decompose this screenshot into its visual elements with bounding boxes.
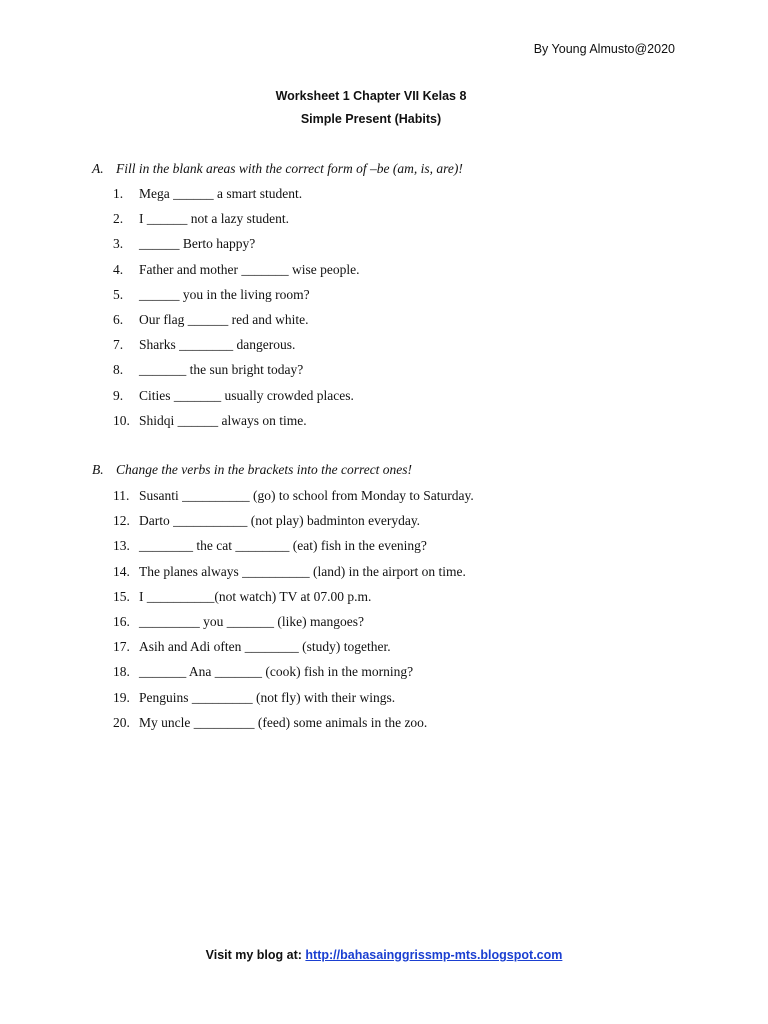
list-item <box>113 185 359 210</box>
list-item <box>113 663 474 688</box>
list-item <box>113 361 359 386</box>
item-number: 20. <box>113 714 130 730</box>
item-number: 8. <box>113 362 124 378</box>
section-a-list <box>113 185 359 437</box>
item-number: 2. <box>113 211 124 227</box>
list-item <box>113 311 359 336</box>
item-number: 3. <box>113 236 124 252</box>
list-item <box>113 487 474 512</box>
item-number: 16. <box>113 613 130 629</box>
blog-link[interactable]: http://bahasainggrissmp-mts.blogspot.com <box>305 948 563 962</box>
item-text: Asih and Adi often ________ (study) together. <box>139 639 391 655</box>
section-b-list <box>113 487 474 739</box>
item-text: ________ the cat ________ (eat) fish in the evening? <box>139 538 427 554</box>
item-number: 17. <box>113 639 130 655</box>
item-text: _______ Ana _______ (cook) fish in the morning? <box>139 664 414 680</box>
worksheet-title: Worksheet 1 Chapter VII Kelas 8 <box>275 89 467 103</box>
item-text: I ______ not a lazy student. <box>139 211 289 227</box>
list-item <box>113 537 474 562</box>
list-item <box>113 286 359 311</box>
footer-label: Visit my blog at: <box>205 948 306 962</box>
list-item <box>113 638 474 663</box>
list-item <box>113 714 474 739</box>
section-a-instruction: Fill in the blank areas with the correct form of –be (am, is, are)! <box>116 161 463 176</box>
list-item <box>113 336 359 361</box>
item-number: 13. <box>113 538 130 554</box>
item-number: 6. <box>113 311 124 327</box>
item-number: 19. <box>113 689 130 705</box>
item-text: ______ Berto happy? <box>139 236 256 252</box>
item-number: 5. <box>113 286 124 302</box>
list-item <box>113 412 359 437</box>
item-text: Shidqi ______ always on time. <box>139 412 307 428</box>
item-number: 18. <box>113 664 130 680</box>
item-text: Penguins _________ (not fly) with their wings. <box>139 689 396 705</box>
item-number: 9. <box>113 387 124 403</box>
list-item <box>113 512 474 537</box>
list-item <box>113 235 359 260</box>
section-b-heading <box>92 462 412 478</box>
item-text: _________ you _______ (like) mangoes? <box>139 613 364 629</box>
list-item <box>113 563 474 588</box>
section-a-letter: A. <box>92 161 104 176</box>
item-text: My uncle _________ (feed) some animals in the zoo. <box>139 714 428 730</box>
item-number: 15. <box>113 588 130 604</box>
item-text: Mega ______ a smart student. <box>139 186 303 201</box>
item-text: _______ the sun bright today? <box>139 362 304 378</box>
list-item <box>113 613 474 638</box>
item-text: Father and mother _______ wise people. <box>139 261 360 277</box>
section-b-instruction: Change the verbs in the brackets into the correct ones! <box>116 462 413 477</box>
item-text: Cities _______ usually crowded places. <box>139 387 354 403</box>
item-text: I __________(not watch) TV at 07.00 p.m. <box>139 588 372 604</box>
section-a-heading <box>92 161 463 177</box>
item-number: 14. <box>113 563 130 579</box>
item-number: 7. <box>113 337 124 353</box>
footer <box>0 948 768 962</box>
item-number: 4. <box>113 261 124 277</box>
item-number: 10. <box>113 412 130 428</box>
item-text: The planes always __________ (land) in the airport on time. <box>139 563 466 579</box>
item-number: 11. <box>113 488 130 503</box>
list-item <box>113 210 359 235</box>
list-item <box>113 689 474 714</box>
item-number: 12. <box>113 513 130 529</box>
item-text: Darto ___________ (not play) badminton everyday. <box>139 513 421 529</box>
list-item <box>113 261 359 286</box>
item-text: Susanti __________ (go) to school from Monday to Saturday. <box>139 488 474 503</box>
item-text: ______ you in the living room? <box>139 286 310 302</box>
list-item <box>113 588 474 613</box>
worksheet-subtitle: Simple Present (Habits) <box>300 112 442 126</box>
item-text: Sharks ________ dangerous. <box>139 337 296 353</box>
item-number: 1. <box>113 186 124 201</box>
author-credit: By Young Almusto@2020 <box>533 42 675 56</box>
section-b-letter: B. <box>92 462 104 477</box>
item-text: Our flag ______ red and white. <box>139 311 309 327</box>
list-item <box>113 387 359 412</box>
